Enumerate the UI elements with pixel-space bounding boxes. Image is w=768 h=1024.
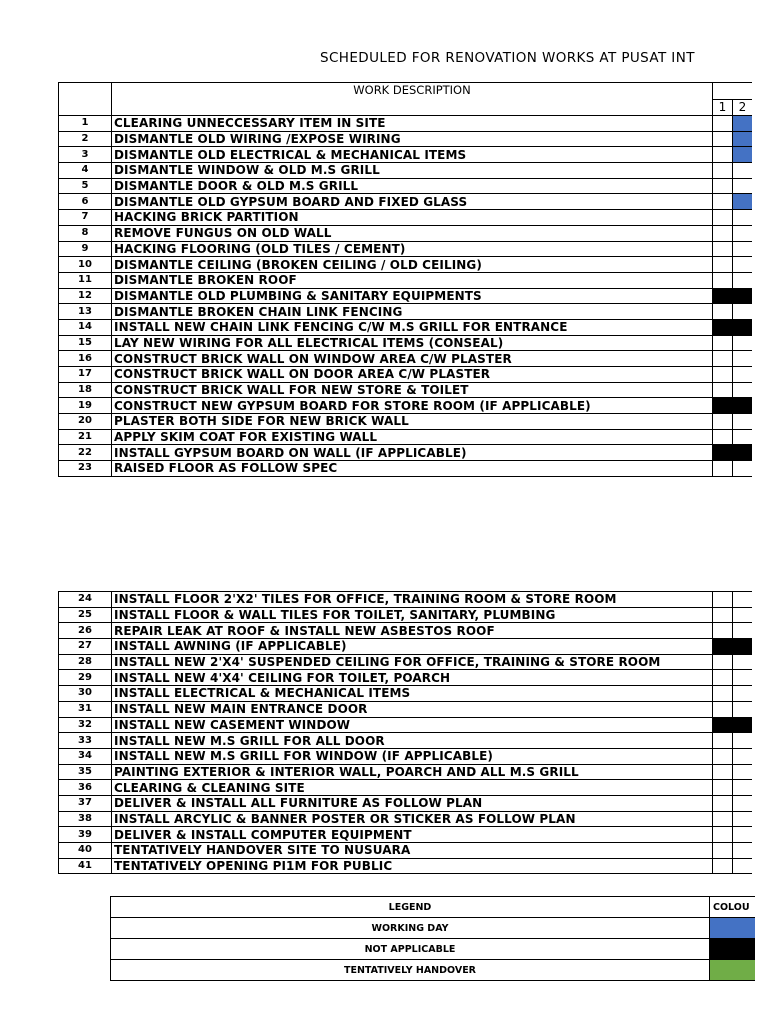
day-1-cell (713, 147, 733, 163)
work-description: INSTALL NEW 4'X4' CEILING FOR TOILET, POARCH (112, 670, 713, 686)
row-number: 3 (59, 147, 112, 163)
day-2-cell (733, 367, 753, 383)
day-1-cell (713, 461, 733, 477)
table-row (59, 429, 753, 445)
day-1-cell (713, 414, 733, 430)
day-2-cell (733, 210, 753, 226)
day-2-cell (733, 461, 753, 477)
table-row (59, 194, 753, 210)
day-2-cell (733, 163, 753, 179)
day-2-cell (733, 398, 753, 414)
day-2-cell (733, 592, 753, 608)
day-1-cell (713, 858, 733, 874)
work-description: INSTALL NEW MAIN ENTRANCE DOOR (112, 701, 713, 717)
day-2-cell (733, 827, 753, 843)
day-1-cell (713, 225, 733, 241)
day-1-cell (713, 367, 733, 383)
day-2-cell (733, 623, 753, 639)
table-row (59, 795, 753, 811)
table-row (59, 811, 753, 827)
day-1-cell (713, 178, 733, 194)
row-number: 20 (59, 414, 112, 430)
day-2-cell (733, 858, 753, 874)
table-row (59, 116, 753, 132)
table-row (59, 210, 753, 226)
row-number: 18 (59, 382, 112, 398)
day-2-cell (733, 304, 753, 320)
row-number: 32 (59, 717, 112, 733)
row-number: 35 (59, 764, 112, 780)
day-2-cell (733, 670, 753, 686)
row-number: 31 (59, 701, 112, 717)
table-row (59, 304, 753, 320)
day-2-cell (733, 288, 753, 304)
day-2-cell (733, 194, 753, 210)
day-1-cell (713, 257, 733, 273)
day-1-header: 1 (713, 99, 733, 116)
table-row (59, 319, 753, 335)
day-1-cell (713, 429, 733, 445)
work-description: INSTALL FLOOR 2'X2' TILES FOR OFFICE, TRAINING ROOM & STORE ROOM (112, 592, 713, 608)
table-row (59, 670, 753, 686)
table-row (59, 163, 753, 179)
row-number: 24 (59, 592, 112, 608)
row-number: 14 (59, 319, 112, 335)
legend-colour-header: COLOU (710, 897, 756, 918)
day-2-cell (733, 131, 753, 147)
table-row (59, 701, 753, 717)
day-1-cell (713, 811, 733, 827)
day-2-cell (733, 351, 753, 367)
day-2-cell (733, 319, 753, 335)
work-description: DISMANTLE WINDOW & OLD M.S GRILL (112, 163, 713, 179)
table-row (59, 382, 753, 398)
row-number: 27 (59, 639, 112, 655)
day-1-cell (713, 445, 733, 461)
day-1-cell (713, 288, 733, 304)
row-number: 39 (59, 827, 112, 843)
schedule-table-part-2 (58, 591, 752, 874)
day-1-cell (713, 639, 733, 655)
day-1-cell (713, 717, 733, 733)
day-2-cell (733, 748, 753, 764)
table-row (59, 272, 753, 288)
day-2-cell (733, 116, 753, 132)
row-number: 36 (59, 780, 112, 796)
work-description: DISMANTLE OLD ELECTRICAL & MECHANICAL ITEMS (112, 147, 713, 163)
work-description: DISMANTLE OLD PLUMBING & SANITARY EQUIPMENTS (112, 288, 713, 304)
day-2-cell (733, 639, 753, 655)
work-description: INSTALL NEW CHAIN LINK FENCING C/W M.S GRILL FOR ENTRANCE (112, 319, 713, 335)
table-row (59, 225, 753, 241)
row-number: 38 (59, 811, 112, 827)
table-row (59, 398, 753, 414)
row-number: 28 (59, 654, 112, 670)
table-row (59, 764, 753, 780)
row-number: 4 (59, 163, 112, 179)
row-number: 23 (59, 461, 112, 477)
work-description: DISMANTLE CEILING (BROKEN CEILING / OLD CEILING) (112, 257, 713, 273)
table-row (59, 780, 753, 796)
row-number: 25 (59, 607, 112, 623)
day-1-cell (713, 163, 733, 179)
document-title: SCHEDULED FOR RENOVATION WORKS AT PUSAT INT (320, 50, 695, 66)
work-description: CONSTRUCT BRICK WALL ON WINDOW AREA C/W PLASTER (112, 351, 713, 367)
day-2-cell (733, 147, 753, 163)
table-row (59, 445, 753, 461)
row-number: 19 (59, 398, 112, 414)
day-2-cell (733, 335, 753, 351)
work-description: REMOVE FUNGUS ON OLD WALL (112, 225, 713, 241)
row-number: 30 (59, 686, 112, 702)
day-1-cell (713, 795, 733, 811)
table-row (59, 592, 753, 608)
work-description: CLEARING UNNECCESSARY ITEM IN SITE (112, 116, 713, 132)
work-description: TENTATIVELY OPENING PI1M FOR PUBLIC (112, 858, 713, 874)
table-row (59, 717, 753, 733)
work-description: INSTALL NEW CASEMENT WINDOW (112, 717, 713, 733)
work-description: DISMANTLE BROKEN ROOF (112, 272, 713, 288)
day-1-cell (713, 116, 733, 132)
row-number: 34 (59, 748, 112, 764)
day-1-cell (713, 272, 733, 288)
table-row (59, 748, 753, 764)
work-description: INSTALL NEW 2'X4' SUSPENDED CEILING FOR OFFICE, TRAINING & STORE ROOM (112, 654, 713, 670)
day-2-cell (733, 843, 753, 859)
row-number: 16 (59, 351, 112, 367)
legend-label-tentatively-handover: TENTATIVELY HANDOVER (111, 960, 710, 981)
row-number: 40 (59, 843, 112, 859)
days-header-blank (713, 83, 753, 100)
day-1-cell (713, 194, 733, 210)
work-description: INSTALL FLOOR & WALL TILES FOR TOILET, SANITARY, PLUMBING (112, 607, 713, 623)
day-1-cell (713, 241, 733, 257)
work-description: CONSTRUCT NEW GYPSUM BOARD FOR STORE ROOM (IF APPLICABLE) (112, 398, 713, 414)
work-description: INSTALL NEW M.S GRILL FOR ALL DOOR (112, 733, 713, 749)
work-description: INSTALL ARCYLIC & BANNER POSTER OR STICKER AS FOLLOW PLAN (112, 811, 713, 827)
row-number: 10 (59, 257, 112, 273)
table-row (59, 686, 753, 702)
row-number: 41 (59, 858, 112, 874)
day-2-cell (733, 241, 753, 257)
row-number: 11 (59, 272, 112, 288)
day-2-cell (733, 780, 753, 796)
row-number: 17 (59, 367, 112, 383)
day-2-cell (733, 445, 753, 461)
work-description: CONSTRUCT BRICK WALL ON DOOR AREA C/W PLASTER (112, 367, 713, 383)
day-2-cell (733, 178, 753, 194)
row-number-header (59, 83, 112, 116)
day-1-cell (713, 607, 733, 623)
day-2-cell (733, 654, 753, 670)
row-number: 1 (59, 116, 112, 132)
work-description: TENTATIVELY HANDOVER SITE TO NUSUARA (112, 843, 713, 859)
day-1-cell (713, 304, 733, 320)
day-2-cell (733, 795, 753, 811)
day-1-cell (713, 382, 733, 398)
legend-label-working-day: WORKING DAY (111, 918, 710, 939)
table-row (59, 178, 753, 194)
table-row (59, 288, 753, 304)
row-number: 22 (59, 445, 112, 461)
row-number: 2 (59, 131, 112, 147)
legend-title: LEGEND (111, 897, 710, 918)
row-number: 8 (59, 225, 112, 241)
table-row (59, 241, 753, 257)
work-description: DISMANTLE DOOR & OLD M.S GRILL (112, 178, 713, 194)
table-row (59, 461, 753, 477)
day-1-cell (713, 335, 733, 351)
day-2-cell (733, 225, 753, 241)
work-description: APPLY SKIM COAT FOR EXISTING WALL (112, 429, 713, 445)
table-row (59, 733, 753, 749)
row-number: 9 (59, 241, 112, 257)
work-description: DISMANTLE BROKEN CHAIN LINK FENCING (112, 304, 713, 320)
work-description: CONSTRUCT BRICK WALL FOR NEW STORE & TOILET (112, 382, 713, 398)
day-2-header: 2 (733, 99, 753, 116)
day-1-cell (713, 654, 733, 670)
table-row (59, 414, 753, 430)
day-1-cell (713, 733, 733, 749)
table-row (59, 257, 753, 273)
row-number: 6 (59, 194, 112, 210)
day-1-cell (713, 351, 733, 367)
day-1-cell (713, 780, 733, 796)
day-1-cell (713, 827, 733, 843)
row-number: 21 (59, 429, 112, 445)
day-2-cell (733, 764, 753, 780)
day-2-cell (733, 607, 753, 623)
day-1-cell (713, 670, 733, 686)
row-number: 5 (59, 178, 112, 194)
table-row (59, 367, 753, 383)
day-1-cell (713, 764, 733, 780)
day-1-cell (713, 748, 733, 764)
day-2-cell (733, 414, 753, 430)
row-number: 12 (59, 288, 112, 304)
work-description: INSTALL ELECTRICAL & MECHANICAL ITEMS (112, 686, 713, 702)
legend-label-not-applicable: NOT APPLICABLE (111, 939, 710, 960)
legend-table (110, 896, 755, 981)
work-description: LAY NEW WIRING FOR ALL ELECTRICAL ITEMS (CONSEAL) (112, 335, 713, 351)
day-2-cell (733, 272, 753, 288)
day-1-cell (713, 623, 733, 639)
work-description: RAISED FLOOR AS FOLLOW SPEC (112, 461, 713, 477)
day-1-cell (713, 319, 733, 335)
legend-swatch-not-applicable (710, 939, 756, 960)
work-description: REPAIR LEAK AT ROOF & INSTALL NEW ASBESTOS ROOF (112, 623, 713, 639)
work-description: INSTALL AWNING (IF APPLICABLE) (112, 639, 713, 655)
day-2-cell (733, 701, 753, 717)
work-description: DISMANTLE OLD GYPSUM BOARD AND FIXED GLASS (112, 194, 713, 210)
table-row (59, 623, 753, 639)
work-description: DELIVER & INSTALL COMPUTER EQUIPMENT (112, 827, 713, 843)
table-row (59, 639, 753, 655)
table-row (59, 843, 753, 859)
day-2-cell (733, 733, 753, 749)
work-description: PLASTER BOTH SIDE FOR NEW BRICK WALL (112, 414, 713, 430)
day-1-cell (713, 701, 733, 717)
day-2-cell (733, 717, 753, 733)
table-row (59, 607, 753, 623)
day-1-cell (713, 592, 733, 608)
day-1-cell (713, 210, 733, 226)
work-description: INSTALL GYPSUM BOARD ON WALL (IF APPLICABLE) (112, 445, 713, 461)
table-row (59, 131, 753, 147)
legend-swatch-tentatively-handover (710, 960, 756, 981)
table-row (59, 858, 753, 874)
row-number: 13 (59, 304, 112, 320)
row-number: 7 (59, 210, 112, 226)
work-description: HACKING BRICK PARTITION (112, 210, 713, 226)
row-number: 15 (59, 335, 112, 351)
work-description: DISMANTLE OLD WIRING /EXPOSE WIRING (112, 131, 713, 147)
day-2-cell (733, 429, 753, 445)
day-2-cell (733, 686, 753, 702)
row-number: 26 (59, 623, 112, 639)
schedule-table-part-1 (58, 82, 752, 477)
row-number: 37 (59, 795, 112, 811)
work-description: INSTALL NEW M.S GRILL FOR WINDOW (IF APPLICABLE) (112, 748, 713, 764)
day-2-cell (733, 811, 753, 827)
work-description: HACKING FLOORING (OLD TILES / CEMENT) (112, 241, 713, 257)
legend-swatch-working-day (710, 918, 756, 939)
work-description: CLEARING & CLEANING SITE (112, 780, 713, 796)
day-1-cell (713, 843, 733, 859)
day-1-cell (713, 398, 733, 414)
table-row (59, 654, 753, 670)
table-row (59, 351, 753, 367)
day-1-cell (713, 131, 733, 147)
row-number: 33 (59, 733, 112, 749)
table-row (59, 827, 753, 843)
day-1-cell (713, 686, 733, 702)
table-row (59, 335, 753, 351)
work-description: PAINTING EXTERIOR & INTERIOR WALL, POARCH AND ALL M.S GRILL (112, 764, 713, 780)
day-2-cell (733, 257, 753, 273)
work-description-header: WORK DESCRIPTION (112, 83, 713, 116)
row-number: 29 (59, 670, 112, 686)
table-row (59, 147, 753, 163)
work-description: DELIVER & INSTALL ALL FURNITURE AS FOLLOW PLAN (112, 795, 713, 811)
day-2-cell (733, 382, 753, 398)
table-header-row (59, 83, 753, 100)
